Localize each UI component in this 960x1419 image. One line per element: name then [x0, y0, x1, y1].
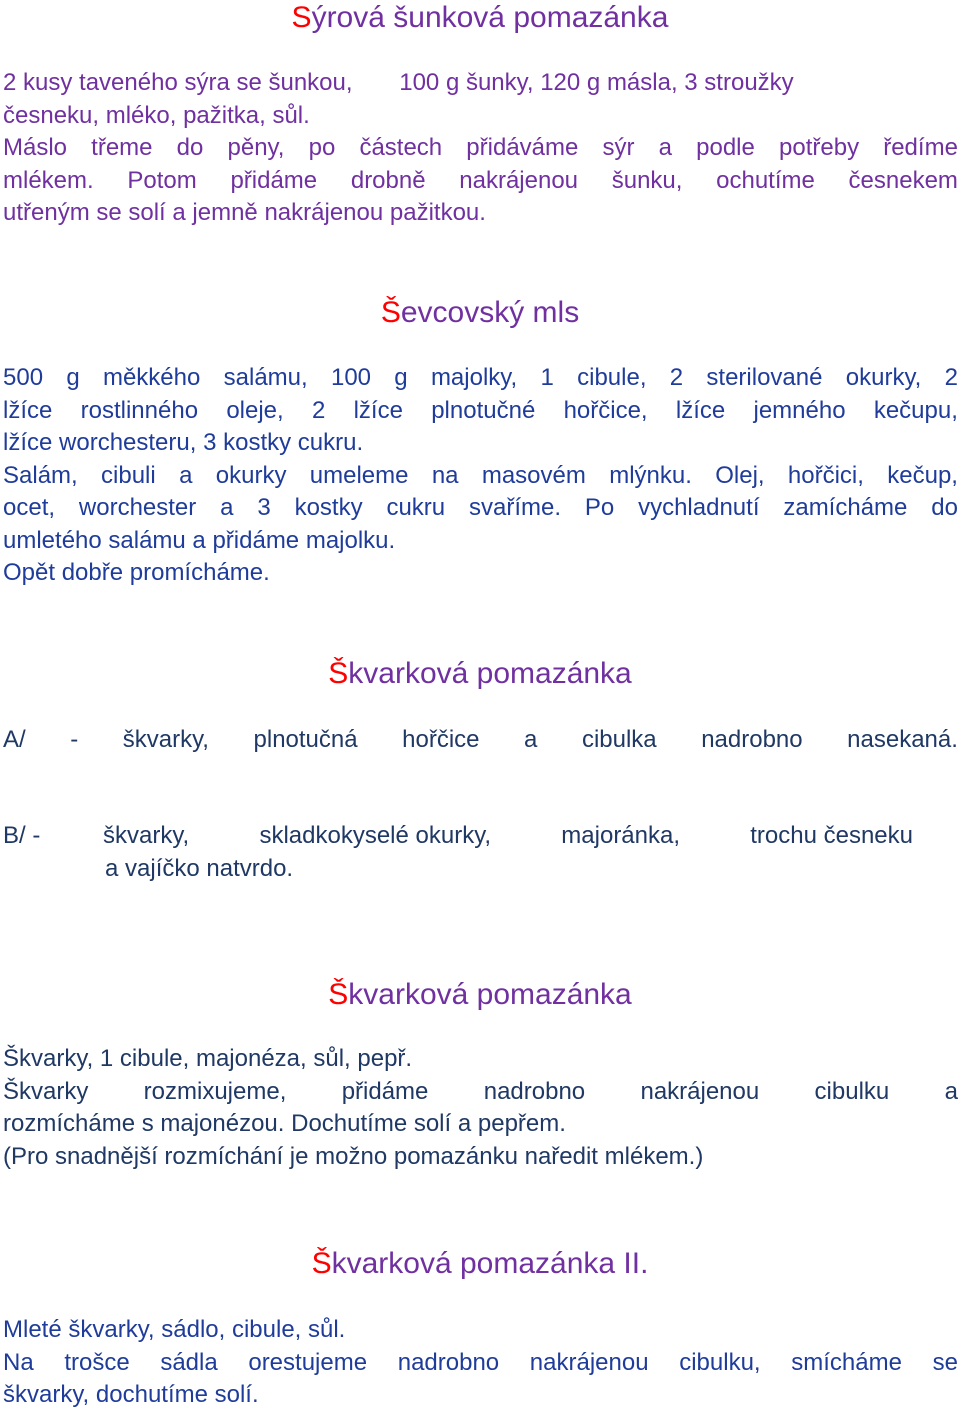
ingredients-line: [3, 395, 958, 428]
instruction-line: [3, 165, 958, 198]
recipe-title: [0, 656, 960, 692]
recipe-title: [0, 977, 960, 1013]
word: a: [658, 134, 672, 161]
word: česnekem: [848, 166, 958, 194]
word: 100: [330, 364, 372, 391]
variant-b-ingredients: [103, 820, 913, 853]
word: po: [308, 134, 336, 161]
recipe-body: [3, 362, 958, 590]
word: hořčici,: [787, 461, 864, 489]
title-rest: evcovský mls: [400, 296, 580, 329]
title-rest: kvarková pomazánka II.: [331, 1247, 649, 1280]
instruction-line: Opět dobře promícháme.: [3, 559, 270, 586]
word: pěny,: [227, 134, 285, 161]
word: skladkokyselé okurky,: [259, 822, 492, 849]
word: cukru: [386, 494, 446, 521]
word: 2: [944, 364, 958, 391]
word: oleje,: [226, 396, 284, 424]
word: škvarky,: [122, 726, 209, 753]
word: přidáme: [341, 1077, 429, 1105]
word: přidáme: [230, 166, 318, 194]
word: -: [70, 726, 79, 753]
word: sýr: [602, 134, 635, 161]
ingredients-line: česneku, mléko, pažitka, sůl.: [3, 101, 310, 129]
word: třeme: [91, 134, 153, 161]
word: lžíce: [3, 396, 53, 424]
word: drobně: [350, 166, 426, 194]
word: plnotučná: [253, 726, 358, 753]
word: orestujeme: [248, 1348, 368, 1376]
word: nadrobno: [397, 1348, 500, 1376]
title-initial: S: [291, 1, 312, 34]
word: cibulku,: [679, 1348, 761, 1376]
variant-b-label: B/ -: [3, 822, 41, 849]
word: cibulka: [581, 726, 657, 753]
word: g: [394, 364, 408, 391]
title-initial: Š: [380, 296, 401, 329]
word: masovém: [481, 461, 586, 489]
title-initial: Š: [328, 657, 349, 690]
word: majoránka,: [561, 822, 681, 849]
word: na: [431, 461, 459, 489]
instruction-line: umletého salámu a přidáme majolku.: [3, 526, 396, 554]
word: zamícháme: [783, 494, 908, 521]
word: cibulku: [814, 1077, 890, 1105]
ingredients-line: Mleté škvarky, sádlo, cibule, sůl.: [3, 1316, 346, 1343]
word: Salám,: [3, 461, 78, 489]
variant-b-line: [3, 820, 958, 853]
word: do: [176, 134, 204, 161]
word: kečup,: [887, 461, 958, 489]
word: ředíme: [883, 134, 958, 161]
instruction-line: [3, 1347, 958, 1380]
word: majolky,: [430, 364, 518, 391]
word: umeleme: [309, 461, 409, 489]
word: a: [220, 494, 234, 521]
word: kostky: [294, 494, 363, 521]
word: cibule,: [577, 364, 647, 391]
word: 500: [3, 364, 44, 391]
word: se: [932, 1348, 958, 1376]
word: potřeby: [779, 134, 860, 161]
variant-b-line: a vajíčko natvrdo.: [105, 854, 294, 882]
word: Škvarky: [3, 1077, 89, 1105]
instruction-line: rozmícháme s majonézou. Dochutíme solí a pepřem.: [3, 1110, 566, 1137]
word: jemného: [753, 396, 846, 424]
recipe-title: [0, 295, 960, 331]
word: hořčice,: [563, 396, 648, 424]
word: Potom: [127, 166, 197, 194]
instruction-line: [3, 492, 958, 525]
word: cibuli: [101, 461, 156, 489]
word: přidáváme: [466, 134, 579, 161]
word: do: [931, 494, 958, 521]
word: měkkého: [102, 364, 201, 391]
word: 3: [257, 494, 271, 521]
word: rostlinného: [80, 396, 199, 424]
instruction-line: (Pro snadnější rozmíchání je možno pomazánku naředit mlékem.): [3, 1142, 704, 1170]
word: šunku,: [611, 166, 683, 194]
word: nakrájenou: [640, 1077, 760, 1105]
word: nakrájenou: [459, 166, 579, 194]
title-rest: ýrová šunková pomazánka: [311, 1, 669, 34]
word: ocet,: [3, 494, 56, 521]
word: smícháme: [791, 1348, 902, 1376]
recipe-body: [3, 67, 958, 230]
ingredients-line: Škvarky, 1 cibule, majonéza, sůl, pepř.: [3, 1045, 413, 1072]
word: 2: [311, 396, 326, 424]
spacer: [353, 69, 400, 96]
word: 1: [540, 364, 554, 391]
word: a: [524, 726, 538, 753]
instruction-line: utřeným se solí a jemně nakrájenou pažitkou.: [3, 199, 486, 226]
instruction-line: škvarky, dochutíme solí.: [3, 1381, 259, 1408]
recipe-body: [3, 724, 958, 757]
instruction-line: [3, 132, 958, 165]
word: podle: [696, 134, 755, 161]
word: svaříme.: [468, 494, 561, 521]
word: worchester: [78, 494, 197, 521]
word: plnotučné: [431, 396, 536, 424]
word: g: [66, 364, 80, 391]
word: trochu česneku: [750, 822, 913, 849]
title-initial: Š: [311, 1247, 332, 1280]
word: škvarky,: [103, 822, 190, 849]
word: mlékem.: [3, 166, 94, 194]
word: nadrobno: [483, 1077, 586, 1105]
word: rozmixujeme,: [143, 1077, 287, 1105]
recipe-title: [0, 1246, 960, 1282]
word: hořčice: [402, 726, 480, 753]
title-rest: kvarková pomazánka: [348, 978, 632, 1011]
word: A/: [3, 726, 26, 753]
text-segment: 100 g šunky, 120 g másla, 3 stroužky: [399, 69, 794, 96]
recipe-title: [0, 0, 960, 36]
recipe-body: [3, 1314, 958, 1412]
text-segment: 2 kusy taveného sýra se šunkou,: [3, 69, 353, 96]
word: Máslo: [3, 134, 68, 161]
ingredients-line: [3, 362, 958, 395]
word: 2: [669, 364, 684, 391]
word: nasekaná.: [847, 726, 958, 753]
word: trošce: [64, 1348, 130, 1376]
instruction-line: [3, 1076, 958, 1109]
word: mlýnku.: [609, 461, 692, 489]
word: ochutíme: [716, 166, 815, 194]
word: lžíce: [675, 396, 726, 424]
word: vychladnutí: [638, 494, 760, 521]
ingredients-line: lžíce worchesteru, 3 kostky cukru.: [3, 429, 364, 456]
title-initial: Š: [328, 978, 349, 1011]
word: kečupu,: [873, 396, 958, 424]
word: Na: [3, 1348, 34, 1376]
word: a: [179, 461, 193, 489]
word: Po: [584, 494, 615, 521]
word: nadrobno: [701, 726, 803, 753]
word: částech: [359, 134, 443, 161]
instruction-line: [3, 460, 958, 493]
word: sterilované: [706, 364, 823, 391]
variant-a-line: [3, 724, 958, 757]
variant-b: [3, 820, 958, 885]
word: sádla: [160, 1348, 218, 1376]
recipe-body: [3, 1043, 958, 1173]
word: lžíce: [353, 396, 403, 424]
word: Olej,: [715, 461, 765, 489]
word: okurky,: [845, 364, 922, 391]
word: a: [944, 1077, 958, 1105]
word: nakrájenou: [529, 1348, 649, 1376]
ingredients-line: [3, 67, 958, 100]
word: okurky: [215, 461, 287, 489]
title-rest: kvarková pomazánka: [348, 657, 632, 690]
word: salámu,: [223, 364, 308, 391]
